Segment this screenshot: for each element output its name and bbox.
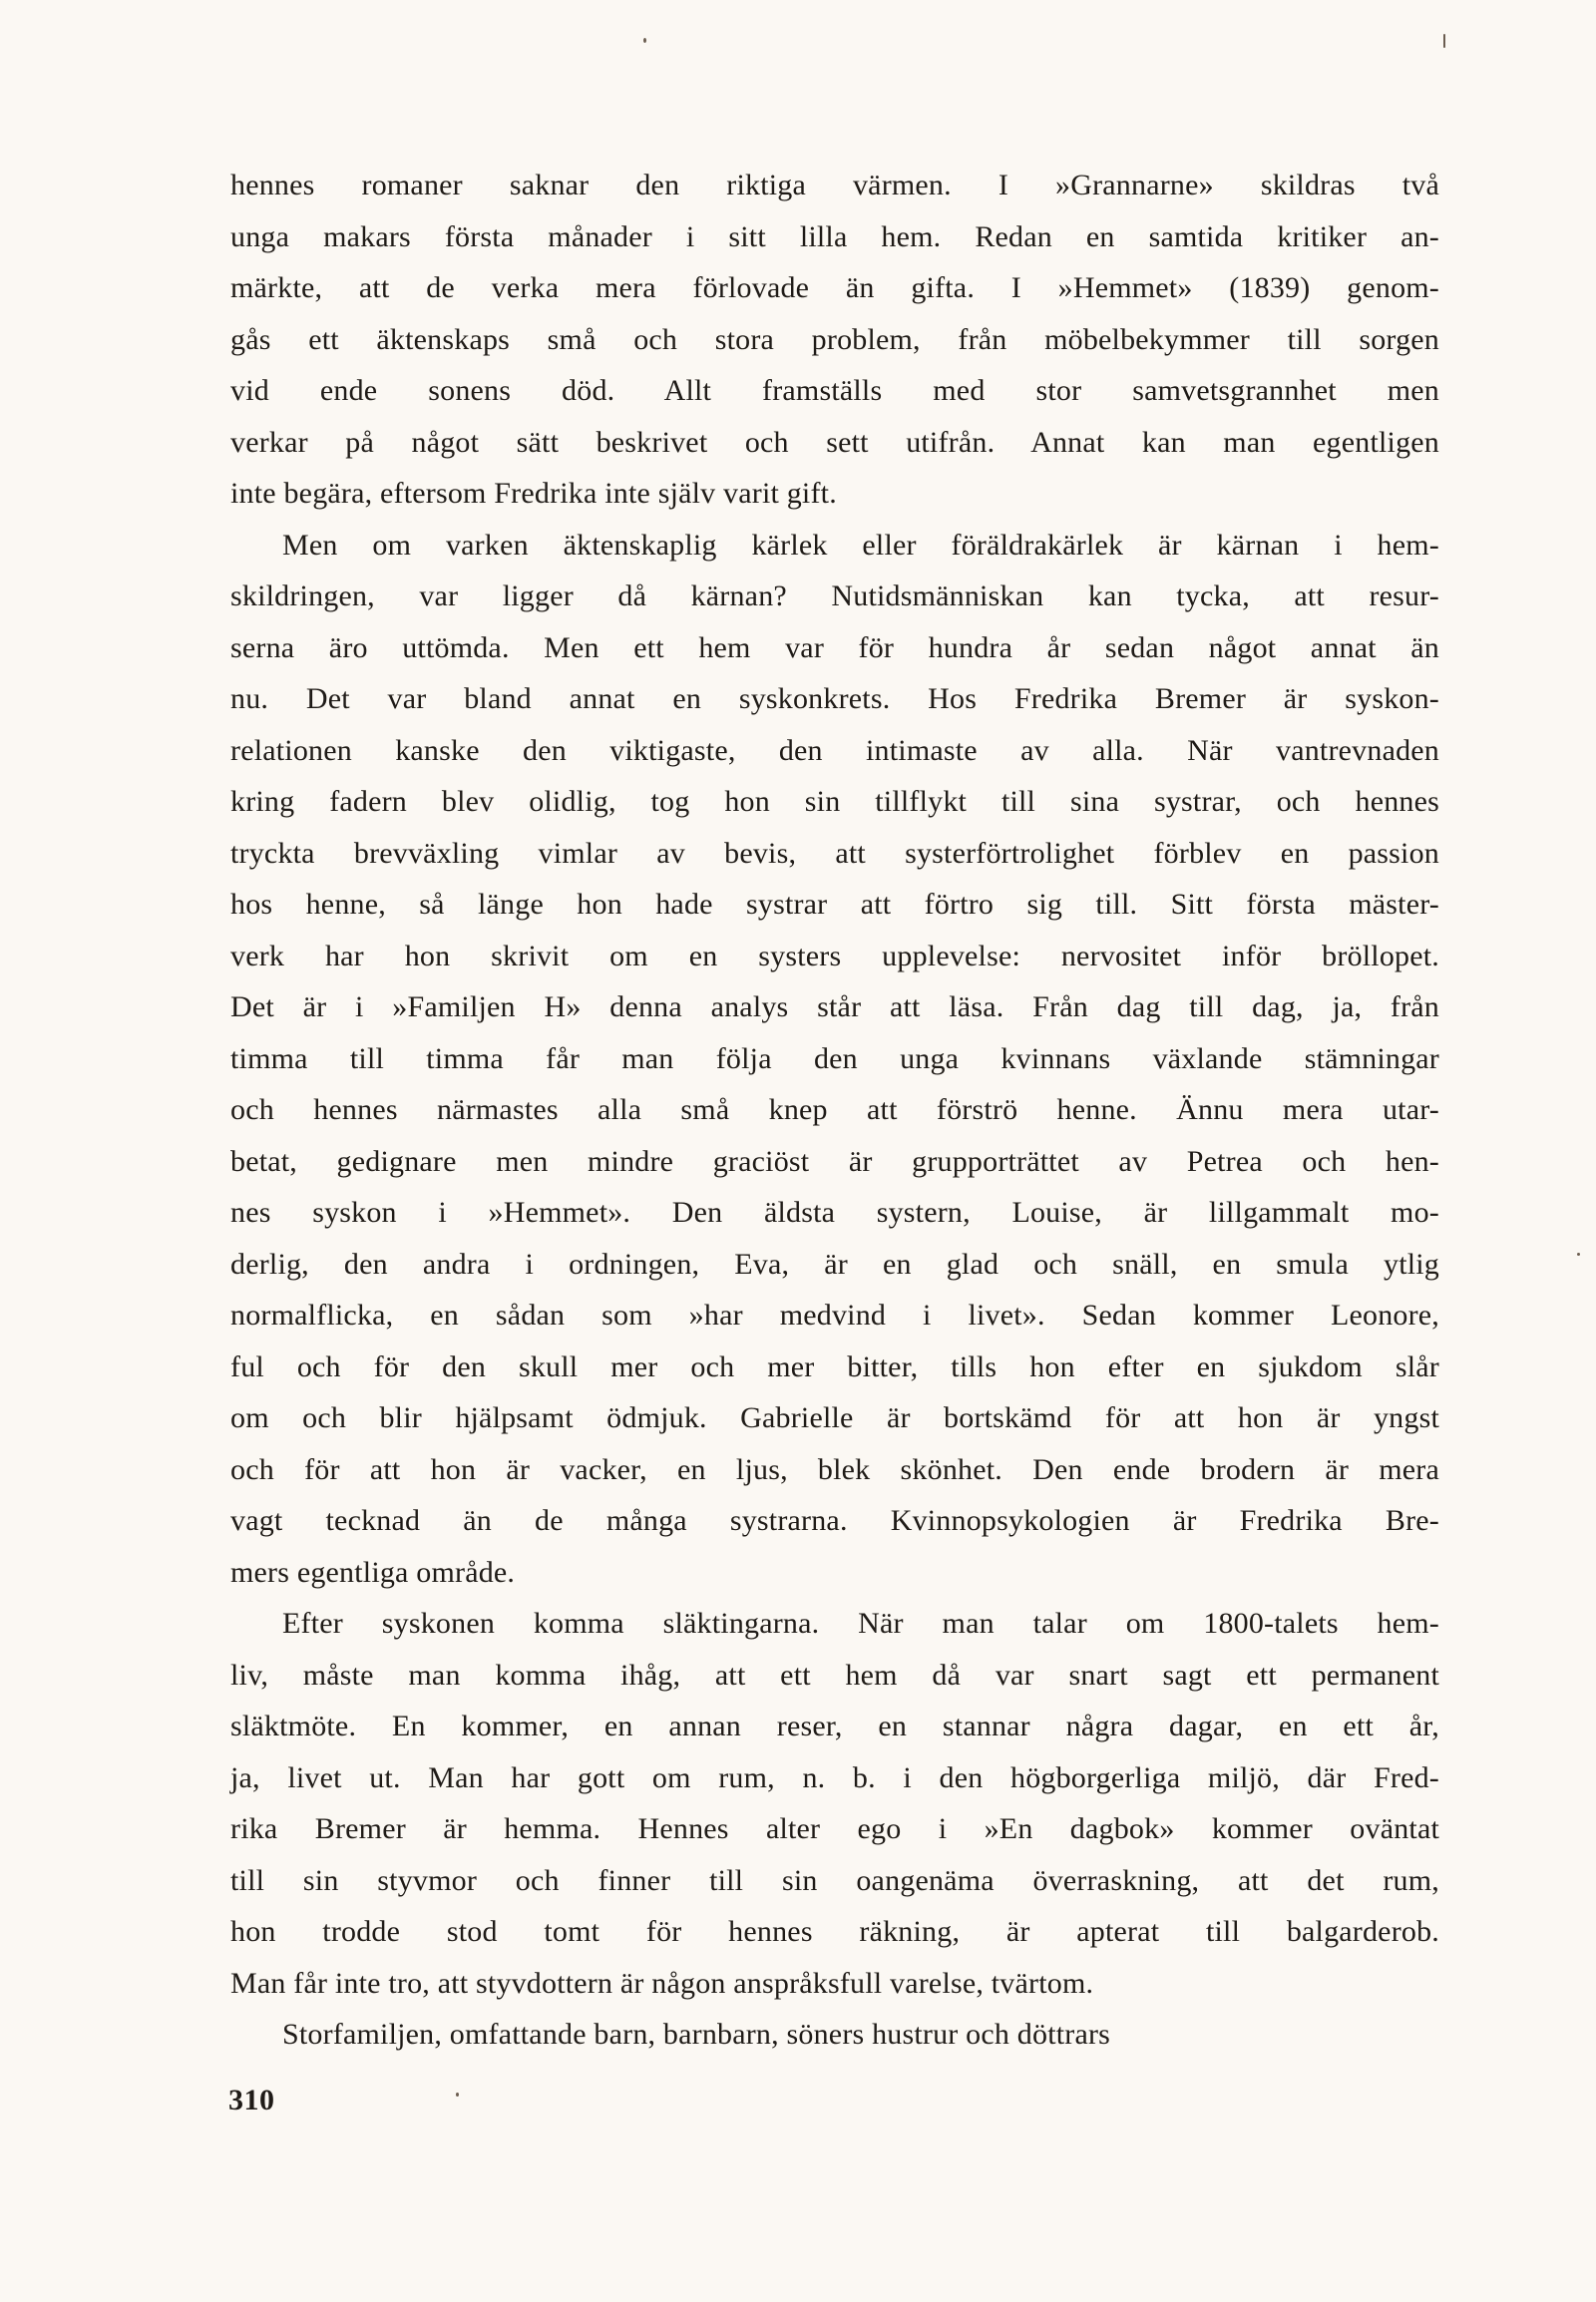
text-line: liv, måste man komma ihåg, att ett hem då var snart sagt ett permanent [230, 1658, 1439, 1692]
print-speck [643, 38, 646, 43]
text-line: unga makars första månader i sitt lilla hem. Redan en samtida kritiker an- [230, 219, 1439, 253]
text-line: relationen kanske den viktigaste, den intimaste av alla. När vantrevnaden [230, 733, 1439, 767]
text-line: verkar på något sätt beskrivet och sett utifrån. Annat kan man egentligen [230, 425, 1439, 459]
text-line: derlig, den andra i ordningen, Eva, är en glad och snäll, en smula ytlig [230, 1247, 1439, 1281]
text-line: Man får inte tro, att styvdottern är någon anspråksfull varelse, tvärtom. [230, 1966, 1094, 2000]
text-line: vagt tecknad än de många systrarna. Kvinnopsykologien är Fredrika Bre- [230, 1504, 1439, 1537]
page-number: 310 [228, 2084, 275, 2116]
text-line: om och blir hjälpsamt ödmjuk. Gabrielle är bortskämd för att hon är yngst [230, 1401, 1439, 1434]
text-line: nu. Det var bland annat en syskonkrets. Hos Fredrika Bremer är syskon- [230, 682, 1439, 715]
text-line: och hennes närmastes alla små knep att förströ henne. Ännu mera utar- [230, 1093, 1439, 1126]
paragraph [230, 1598, 1439, 2009]
print-speck [1577, 1253, 1580, 1256]
text-line: hon trodde stod tomt för hennes räkning, är apterat till balgarderob. [230, 1915, 1439, 1948]
text-line: Storfamiljen, omfattande barn, barnbarn, söners hustrur och döttrars [282, 2018, 1111, 2051]
paragraph [230, 520, 1439, 1599]
text-line: tryckta brevväxling vimlar av bevis, att systerförtrolighet förblev en passion [230, 836, 1439, 870]
text-line: rika Bremer är hemma. Hennes alter ego i »En dagbok» kommer oväntat [230, 1812, 1439, 1845]
text-line: betat, gedignare men mindre graciöst är grupporträttet av Petrea och hen- [230, 1144, 1439, 1178]
text-line: ja, livet ut. Man har gott om rum, n. b. i den högborgerliga miljö, där Fred- [230, 1760, 1439, 1794]
print-speck [1443, 34, 1445, 48]
text-line: normalflicka, en sådan som »har medvind i livet». Sedan kommer Leonore, [230, 1299, 1439, 1332]
text-line: kring fadern blev olidlig, tog hon sin tillflykt till sina systrar, och hennes [230, 785, 1439, 818]
print-speck [456, 2093, 459, 2097]
text-line: Efter syskonen komma släktingarna. När man talar om 1800-talets hem- [282, 1607, 1439, 1640]
text-line: Men om varken äktenskaplig kärlek eller föräldrakärlek är kärnan i hem- [282, 528, 1439, 562]
text-line: gås ett äktenskaps små och stora problem, från möbelbekymmer till sorgen [230, 322, 1439, 356]
text-line: hennes romaner saknar den riktiga värmen. I »Grannarne» skildras två [230, 169, 1439, 201]
text-line: inte begära, eftersom Fredrika inte själv varit gift. [230, 477, 837, 510]
text-line: släktmöte. En kommer, en annan reser, en stannar några dagar, en ett år, [230, 1710, 1439, 1742]
text-line: serna äro uttömda. Men ett hem var för hundra år sedan något annat än [230, 630, 1439, 664]
text-line: nes syskon i »Hemmet». Den äldsta systern, Louise, är lillgammalt mo- [230, 1196, 1439, 1229]
paragraph [230, 160, 1439, 520]
text-line: skildringen, var ligger då kärnan? Nutidsmänniskan kan tycka, att resur- [230, 579, 1439, 612]
text-line: timma till timma får man följa den unga kvinnans växlande stämningar [230, 1041, 1439, 1075]
text-line: Det är i »Familjen H» denna analys står att läsa. Från dag till dag, ja, från [230, 990, 1439, 1023]
body-text [230, 160, 1439, 2061]
text-line: verk har hon skrivit om en systers upplevelse: nervositet inför bröllopet. [230, 939, 1439, 972]
paragraph [230, 2009, 1439, 2061]
text-line: hos henne, så länge hon hade systrar att förtro sig till. Sitt första mäster- [230, 888, 1439, 921]
text-line: till sin styvmor och finner till sin oangenäma överraskning, att det rum, [230, 1863, 1439, 1897]
text-line: vid ende sonens död. Allt framställs med stor samvetsgrannhet men [230, 374, 1439, 407]
text-line: och för att hon är vacker, en ljus, blek skönhet. Den ende brodern är mera [230, 1452, 1439, 1486]
text-line: mers egentliga område. [230, 1555, 516, 1589]
text-line: märkte, att de verka mera förlovade än gifta. I »Hemmet» (1839) genom- [230, 271, 1439, 304]
text-line: ful och för den skull mer och mer bitter, tills hon efter en sjukdom slår [230, 1349, 1439, 1383]
